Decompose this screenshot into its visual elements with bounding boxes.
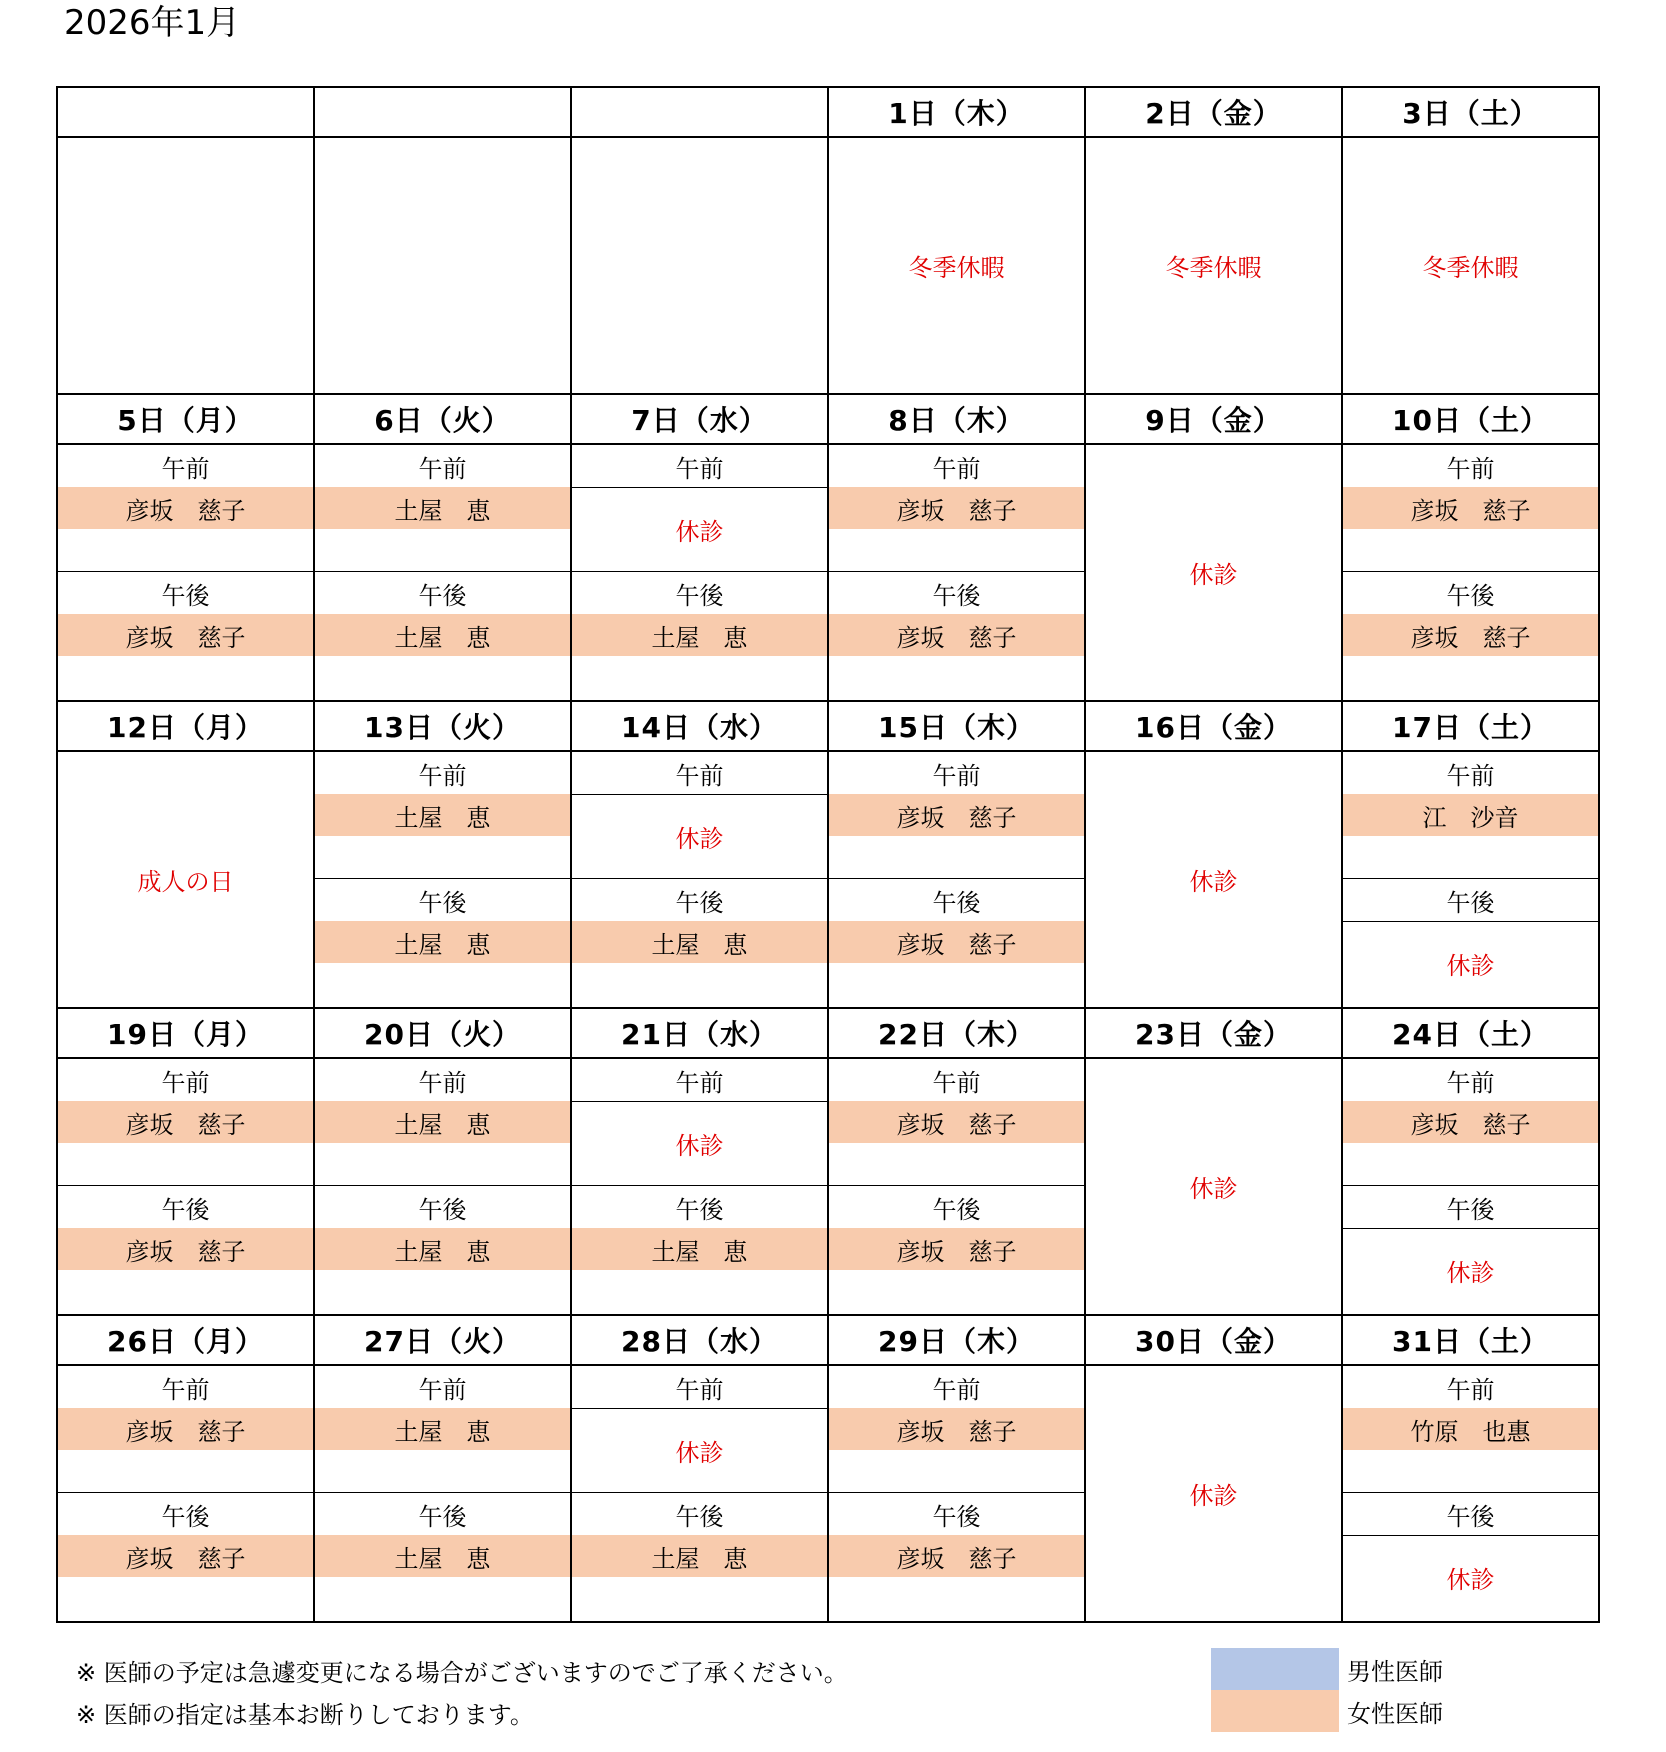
- pm-label: 午後: [829, 1492, 1084, 1535]
- pm-spacer: [315, 1270, 570, 1312]
- pm-spacer: [572, 1270, 827, 1312]
- day-sessions: [1343, 1059, 1598, 1314]
- day-header: 16日（金）: [1086, 702, 1343, 752]
- day-header: 6日（火）: [315, 395, 572, 445]
- pm-doctor: 彦坂 慈子: [829, 921, 1084, 963]
- day-sessions: [315, 752, 570, 1007]
- day-sessions: [829, 1366, 1084, 1621]
- day-cell: [1086, 445, 1343, 702]
- legend-item-male: [1211, 1648, 1443, 1690]
- pm-label: 午後: [572, 571, 827, 614]
- day-sessions: [1343, 445, 1598, 700]
- am-closed: 休診: [572, 1101, 827, 1185]
- day-sessions: [572, 1059, 827, 1314]
- am-label: 午前: [418, 1068, 467, 1097]
- day-note: 冬季休暇: [908, 254, 1005, 282]
- pm-spacer: [315, 963, 570, 1005]
- am-doctor: 土屋 恵: [315, 1408, 570, 1450]
- day-header: 23日（金）: [1086, 1009, 1343, 1059]
- day-cell: [1086, 752, 1343, 1009]
- day-sessions: [315, 445, 570, 700]
- am-doctor: 彦坂 慈子: [58, 487, 313, 529]
- pm-doctor: 土屋 恵: [572, 1535, 827, 1577]
- day-cell: [1086, 1059, 1343, 1316]
- legend-label-female: 女性医師: [1347, 1699, 1443, 1728]
- pm-spacer: [572, 656, 827, 698]
- day-cell: [315, 138, 572, 395]
- calendar-grid: [56, 86, 1600, 1623]
- pm-label: 午後: [1343, 571, 1598, 614]
- day-cell: [315, 1059, 572, 1316]
- day-header: 27日（火）: [315, 1316, 572, 1366]
- am-label: 午前: [932, 761, 981, 790]
- am-spacer: [58, 529, 313, 571]
- day-cell: [1343, 752, 1600, 1009]
- am-label: 午前: [675, 1068, 724, 1097]
- day-cell: [58, 138, 315, 395]
- day-sessions: [829, 752, 1084, 1007]
- day-sessions: [58, 1366, 313, 1621]
- am-closed: 休診: [572, 794, 827, 878]
- pm-doctor: 彦坂 慈子: [58, 614, 313, 656]
- pm-label: 午後: [829, 571, 1084, 614]
- am-doctor: 竹原 也惠: [1343, 1408, 1598, 1450]
- am-doctor: 彦坂 慈子: [1343, 487, 1598, 529]
- day-cell: [315, 445, 572, 702]
- day-note: 休診: [1189, 868, 1238, 896]
- am-label: 午前: [932, 454, 981, 483]
- pm-spacer: [1343, 656, 1598, 698]
- pm-label: 午後: [572, 1185, 827, 1228]
- day-header: 1日（木）: [829, 88, 1086, 138]
- day-cell: [58, 1059, 315, 1316]
- pm-doctor: 彦坂 慈子: [829, 1228, 1084, 1270]
- am-spacer: [1343, 836, 1598, 878]
- day-cell: [572, 752, 829, 1009]
- day-cell: [58, 752, 315, 1009]
- day-header: 15日（木）: [829, 702, 1086, 752]
- am-doctor: 彦坂 慈子: [1343, 1101, 1598, 1143]
- day-cell: [572, 1366, 829, 1623]
- pm-spacer: [315, 656, 570, 698]
- day-sessions: [1343, 1366, 1598, 1621]
- am-doctor: 彦坂 慈子: [58, 1101, 313, 1143]
- day-header: 20日（火）: [315, 1009, 572, 1059]
- notes: [76, 1652, 848, 1736]
- am-label: 午前: [675, 761, 724, 790]
- am-label: 午前: [161, 1068, 210, 1097]
- day-cell: [1343, 445, 1600, 702]
- day-sessions: [315, 1059, 570, 1314]
- am-label: 午前: [418, 1375, 467, 1404]
- day-header: 10日（土）: [1343, 395, 1600, 445]
- pm-closed: 休診: [1343, 1228, 1598, 1312]
- day-header: 2日（金）: [1086, 88, 1343, 138]
- pm-label: 午後: [58, 571, 313, 614]
- day-sessions: [58, 1059, 313, 1314]
- legend-item-female: [1211, 1690, 1443, 1732]
- am-closed: 休診: [572, 1408, 827, 1492]
- pm-doctor: 土屋 恵: [572, 921, 827, 963]
- pm-spacer: [58, 656, 313, 698]
- day-cell: [572, 138, 829, 395]
- pm-spacer: [829, 1577, 1084, 1619]
- am-spacer: [829, 529, 1084, 571]
- day-cell: [829, 138, 1086, 395]
- day-note: 成人の日: [137, 868, 234, 896]
- day-header: 17日（土）: [1343, 702, 1600, 752]
- pm-label: 午後: [315, 1185, 570, 1228]
- am-spacer: [829, 1450, 1084, 1492]
- day-header: [572, 88, 829, 138]
- am-doctor: 土屋 恵: [315, 794, 570, 836]
- am-doctor: 彦坂 慈子: [58, 1408, 313, 1450]
- day-header: 3日（土）: [1343, 88, 1600, 138]
- am-doctor: 江 沙音: [1343, 794, 1598, 836]
- am-label: 午前: [1446, 454, 1495, 483]
- am-doctor: 彦坂 慈子: [829, 1101, 1084, 1143]
- day-cell: [58, 1366, 315, 1623]
- day-header: 7日（水）: [572, 395, 829, 445]
- am-doctor: 土屋 恵: [315, 487, 570, 529]
- am-label: 午前: [1446, 1068, 1495, 1097]
- am-label: 午前: [932, 1068, 981, 1097]
- day-note: 休診: [1189, 1482, 1238, 1510]
- pm-doctor: 土屋 恵: [572, 1228, 827, 1270]
- am-closed: 休診: [572, 487, 827, 571]
- day-header: 19日（月）: [58, 1009, 315, 1059]
- pm-doctor: 彦坂 慈子: [58, 1228, 313, 1270]
- day-header: 8日（木）: [829, 395, 1086, 445]
- am-label: 午前: [161, 454, 210, 483]
- am-doctor: 土屋 恵: [315, 1101, 570, 1143]
- day-cell: [829, 1366, 1086, 1623]
- day-note: 冬季休暇: [1165, 254, 1262, 282]
- am-label: 午前: [675, 1375, 724, 1404]
- pm-label: 午後: [1343, 1492, 1598, 1535]
- pm-spacer: [58, 1270, 313, 1312]
- day-cell: [1086, 138, 1343, 395]
- legend-swatch-male: [1211, 1648, 1339, 1690]
- pm-label: 午後: [58, 1492, 313, 1535]
- pm-doctor: 土屋 恵: [315, 921, 570, 963]
- pm-spacer: [829, 1270, 1084, 1312]
- pm-label: 午後: [829, 1185, 1084, 1228]
- am-label: 午前: [1446, 1375, 1495, 1404]
- day-header: 5日（月）: [58, 395, 315, 445]
- day-note: 休診: [1189, 561, 1238, 589]
- page-title: 2026年1月: [64, 3, 241, 43]
- am-spacer: [829, 836, 1084, 878]
- am-doctor: 彦坂 慈子: [829, 1408, 1084, 1450]
- legend: [1211, 1648, 1443, 1732]
- am-spacer: [58, 1143, 313, 1185]
- day-note: 冬季休暇: [1422, 254, 1519, 282]
- pm-label: 午後: [829, 878, 1084, 921]
- am-spacer: [315, 1143, 570, 1185]
- day-header: 9日（金）: [1086, 395, 1343, 445]
- am-spacer: [1343, 529, 1598, 571]
- day-cell: [315, 1366, 572, 1623]
- note-1: ※ 医師の予定は急遽変更になる場合がございますのでご了承ください。: [76, 1659, 848, 1687]
- day-cell: [1343, 1059, 1600, 1316]
- am-spacer: [1343, 1143, 1598, 1185]
- am-label: 午前: [1446, 761, 1495, 790]
- day-sessions: [58, 445, 313, 700]
- day-cell: [58, 445, 315, 702]
- pm-label: 午後: [315, 1492, 570, 1535]
- am-spacer: [829, 1143, 1084, 1185]
- day-header: 30日（金）: [1086, 1316, 1343, 1366]
- day-sessions: [572, 1366, 827, 1621]
- day-header: 26日（月）: [58, 1316, 315, 1366]
- note-2: ※ 医師の指定は基本お断りしております。: [76, 1701, 534, 1729]
- pm-doctor: 土屋 恵: [315, 1228, 570, 1270]
- day-header: 22日（木）: [829, 1009, 1086, 1059]
- pm-label: 午後: [315, 878, 570, 921]
- pm-doctor: 土屋 恵: [315, 1535, 570, 1577]
- day-cell: [829, 1059, 1086, 1316]
- pm-spacer: [315, 1577, 570, 1619]
- day-header: 12日（月）: [58, 702, 315, 752]
- day-header: 29日（木）: [829, 1316, 1086, 1366]
- am-label: 午前: [932, 1375, 981, 1404]
- day-sessions: [315, 1366, 570, 1621]
- day-cell: [572, 445, 829, 702]
- day-cell: [1343, 1366, 1600, 1623]
- pm-spacer: [572, 963, 827, 1005]
- am-doctor: 彦坂 慈子: [829, 794, 1084, 836]
- day-header: 24日（土）: [1343, 1009, 1600, 1059]
- pm-doctor: 土屋 恵: [572, 614, 827, 656]
- day-sessions: [829, 1059, 1084, 1314]
- day-header: 31日（土）: [1343, 1316, 1600, 1366]
- pm-spacer: [58, 1577, 313, 1619]
- day-header: [58, 88, 315, 138]
- day-cell: [829, 445, 1086, 702]
- am-spacer: [315, 1450, 570, 1492]
- am-label: 午前: [418, 761, 467, 790]
- day-sessions: [829, 445, 1084, 700]
- am-spacer: [58, 1450, 313, 1492]
- pm-doctor: 土屋 恵: [315, 614, 570, 656]
- day-sessions: [572, 752, 827, 1007]
- day-header: 14日（水）: [572, 702, 829, 752]
- pm-label: 午後: [315, 571, 570, 614]
- day-sessions: [572, 445, 827, 700]
- am-doctor: 彦坂 慈子: [829, 487, 1084, 529]
- pm-closed: 休診: [1343, 1535, 1598, 1619]
- day-header: [315, 88, 572, 138]
- day-sessions: [1343, 752, 1598, 1007]
- day-header: 13日（火）: [315, 702, 572, 752]
- day-cell: [572, 1059, 829, 1316]
- pm-label: 午後: [1343, 1185, 1598, 1228]
- day-cell: [1343, 138, 1600, 395]
- day-cell: [1086, 1366, 1343, 1623]
- am-label: 午前: [418, 454, 467, 483]
- am-spacer: [315, 529, 570, 571]
- pm-label: 午後: [1343, 878, 1598, 921]
- day-cell: [315, 752, 572, 1009]
- pm-spacer: [572, 1577, 827, 1619]
- pm-doctor: 彦坂 慈子: [1343, 614, 1598, 656]
- legend-label-male: 男性医師: [1347, 1657, 1443, 1686]
- pm-label: 午後: [58, 1185, 313, 1228]
- am-label: 午前: [161, 1375, 210, 1404]
- day-header: 21日（水）: [572, 1009, 829, 1059]
- day-note: 休診: [1189, 1175, 1238, 1203]
- pm-label: 午後: [572, 1492, 827, 1535]
- pm-label: 午後: [572, 878, 827, 921]
- am-spacer: [1343, 1450, 1598, 1492]
- pm-doctor: 彦坂 慈子: [829, 1535, 1084, 1577]
- day-header: 28日（水）: [572, 1316, 829, 1366]
- pm-closed: 休診: [1343, 921, 1598, 1005]
- pm-spacer: [829, 656, 1084, 698]
- day-cell: [829, 752, 1086, 1009]
- pm-doctor: 彦坂 慈子: [829, 614, 1084, 656]
- am-label: 午前: [675, 454, 724, 483]
- am-spacer: [315, 836, 570, 878]
- pm-doctor: 彦坂 慈子: [58, 1535, 313, 1577]
- legend-swatch-female: [1211, 1690, 1339, 1732]
- pm-spacer: [829, 963, 1084, 1005]
